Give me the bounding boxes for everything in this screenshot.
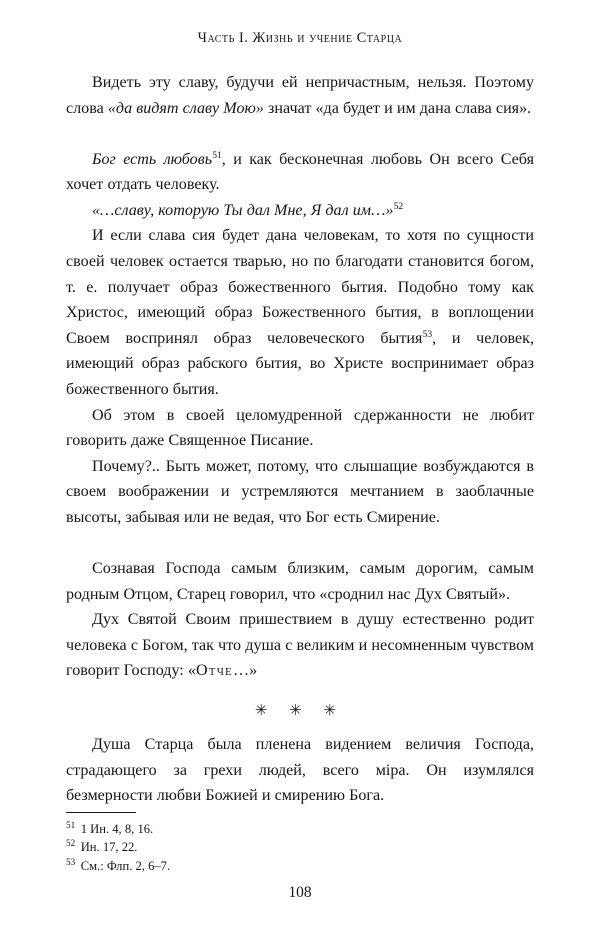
section-divider: ✳ ✳ ✳ xyxy=(254,703,346,720)
footnote-separator-rule xyxy=(66,812,136,813)
paragraph-6: Почему?.. Быть может, потому, что слышащие возбуждаются в своем воображении и устремляются мечтанием в заоблачные высоты, забывая или не ведая, что Бог есть Смирение. xyxy=(66,457,534,526)
paragraph-8 xyxy=(66,607,534,684)
paragraph-1-quote: «да видят славу Мою» xyxy=(107,99,264,117)
paragraph-4-part2: , и человек, имеющий образ рабского бытия, во Христе воспринимает образ божественного бытия. xyxy=(66,329,534,399)
footnote-item xyxy=(66,857,534,875)
body-text-block xyxy=(66,70,534,809)
paragraph-3 xyxy=(66,198,534,224)
footnote-ref-51[interactable]: 51 xyxy=(212,150,222,162)
paragraph-2 xyxy=(66,147,534,198)
paragraph-8-tail: …» xyxy=(232,662,258,680)
footnote-ref-52[interactable]: 52 xyxy=(393,201,404,213)
footnote-text: 1 Ин. 4, 8, 16. xyxy=(80,822,154,836)
paragraph-4-part1: И если слава сия будет дана человекам, то хотя по сущности своей человек остается тварью, но по благодати становится богом, т. е. получает образ божественного бытия. Подобно тому как Христос, имеющий образ Божественного бытия, в воплощении Своем воспринял образ человеческого бытия xyxy=(66,227,534,347)
paragraph-7: Сознавая Господа самым близким, самым дорогим, самым родным Отцом, Старец говорил, что «сроднил нас Дух Святый». xyxy=(66,560,534,603)
paragraph-1-tail: значат «да будет и им дана слава сия». xyxy=(263,99,532,117)
paragraph-1-lead: Видеть эту славу, будучи ей непричастным, нельзя. Поэтому слова xyxy=(66,74,534,117)
paragraph-8-smallcaps: Отче xyxy=(195,662,233,680)
footnote-item xyxy=(66,820,534,838)
footnote-ref-53[interactable]: 53 xyxy=(422,329,433,341)
paragraph-gap xyxy=(66,121,534,147)
paragraph-5: Об этом в своей целомудренной сдержанности не любит говорить даже Священное Писание. xyxy=(66,406,534,450)
running-head: Часть I. Жизнь и учение Старца xyxy=(197,30,403,46)
paragraph-4 xyxy=(66,223,534,402)
paragraph-1 xyxy=(66,70,534,121)
footnote-number: 51 xyxy=(66,819,76,830)
footnote-text: См.: Флп. 2, 6–7. xyxy=(80,858,171,873)
footnote-number: 53 xyxy=(66,856,76,867)
paragraph-9: Душа Старца была пленена видением величия Господа, страдающего за грехи людей, всего мiра. Он изумлялся безмерности любви Божией и смирению Бога. xyxy=(66,736,534,805)
paragraph-3-quote: «…славу, которую Ты дал Мне, Я дал им…» xyxy=(92,201,394,219)
footnote-item xyxy=(66,838,534,856)
footnotes-section xyxy=(66,812,534,875)
paragraph-gap xyxy=(66,531,534,557)
footnote-number: 52 xyxy=(66,838,76,849)
paragraph-2-tail: , и как бесконечная любовь Он всего Себя хочет отдать человеку. xyxy=(66,150,534,194)
paragraph-2-quote: Бог есть любовь xyxy=(92,150,213,168)
paragraph-8-lead: Дух Святой Своим пришествием в душу естественно родит человека с Богом, так что душа с великим и несомненным чувством говорит Господу: « xyxy=(66,611,534,680)
footnote-text: Ин. 17, 22. xyxy=(80,840,138,855)
page-number: 108 xyxy=(288,884,312,901)
